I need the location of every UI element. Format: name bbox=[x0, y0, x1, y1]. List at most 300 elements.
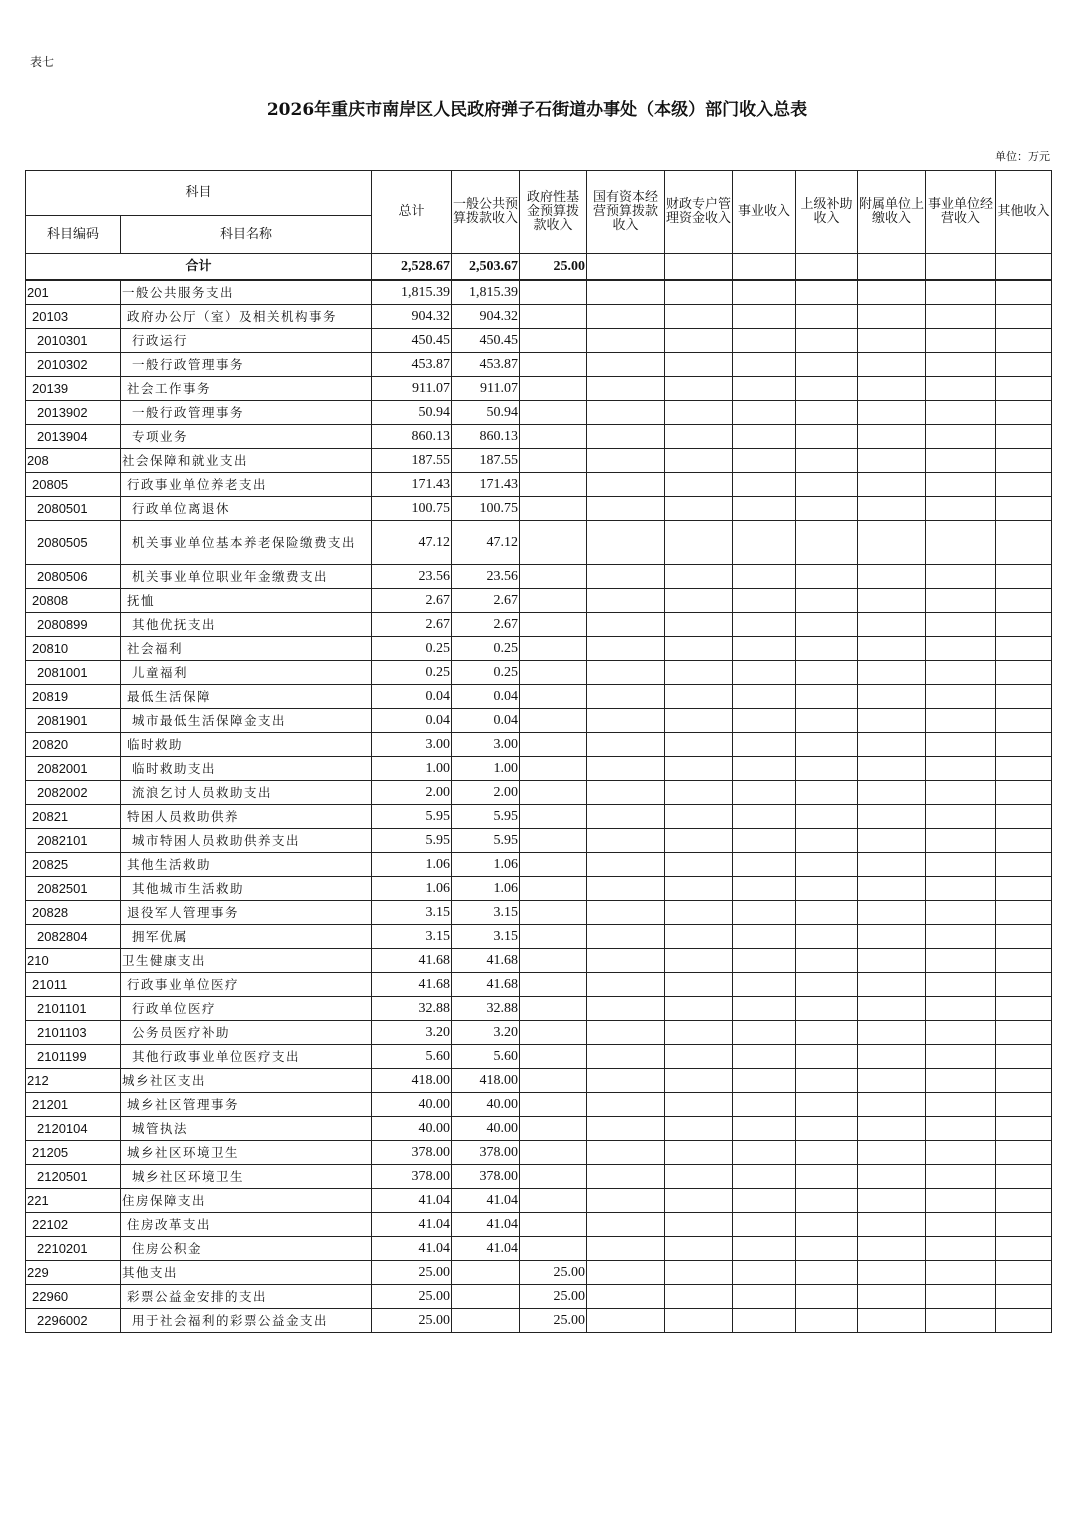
empty-cell bbox=[858, 949, 926, 973]
subject-name: 行政事业单位养老支出 bbox=[121, 473, 372, 497]
amount-cell bbox=[520, 637, 587, 661]
empty-cell bbox=[796, 1309, 858, 1333]
empty-cell bbox=[996, 1261, 1052, 1285]
empty-cell bbox=[996, 1165, 1052, 1189]
empty-cell bbox=[587, 329, 665, 353]
amount-cell bbox=[520, 1141, 587, 1165]
empty-cell bbox=[733, 1261, 796, 1285]
amount-cell: 5.95 bbox=[452, 829, 520, 853]
subject-code: 22102 bbox=[26, 1213, 121, 1237]
amount-cell: 25.00 bbox=[372, 1285, 452, 1309]
page-title: 2026年重庆市南岸区人民政府弹子石街道办事处（本级）部门收入总表 bbox=[266, 100, 808, 120]
empty-cell bbox=[926, 1117, 996, 1141]
amount-cell: 41.04 bbox=[452, 1213, 520, 1237]
empty-cell bbox=[796, 1069, 858, 1093]
empty-cell bbox=[796, 1189, 858, 1213]
header-col: 事业收入 bbox=[733, 171, 796, 254]
subject-code: 21205 bbox=[26, 1141, 121, 1165]
empty-cell bbox=[796, 521, 858, 565]
empty-cell bbox=[858, 1141, 926, 1165]
subject-code: 2080506 bbox=[26, 565, 121, 589]
subject-code: 22960 bbox=[26, 1285, 121, 1309]
table-row bbox=[26, 497, 1052, 521]
empty-cell bbox=[587, 877, 665, 901]
subject-code: 2101199 bbox=[26, 1045, 121, 1069]
table-row bbox=[26, 1045, 1052, 1069]
total-value: 25.00 bbox=[520, 254, 587, 281]
empty-cell bbox=[858, 1189, 926, 1213]
table-row bbox=[26, 329, 1052, 353]
empty-cell bbox=[858, 973, 926, 997]
empty-cell bbox=[796, 1165, 858, 1189]
amount-cell bbox=[520, 1165, 587, 1189]
empty-cell bbox=[733, 521, 796, 565]
empty-cell bbox=[587, 661, 665, 685]
empty-cell bbox=[996, 877, 1052, 901]
subject-code: 210 bbox=[26, 949, 121, 973]
empty-cell bbox=[733, 353, 796, 377]
amount-cell: 3.15 bbox=[372, 901, 452, 925]
empty-cell bbox=[996, 1309, 1052, 1333]
empty-cell bbox=[587, 757, 665, 781]
empty-cell bbox=[665, 757, 733, 781]
empty-cell bbox=[926, 305, 996, 329]
empty-cell bbox=[926, 1093, 996, 1117]
table-row bbox=[26, 997, 1052, 1021]
empty-cell bbox=[587, 305, 665, 329]
empty-cell bbox=[796, 449, 858, 473]
empty-cell bbox=[587, 425, 665, 449]
subject-code: 2080505 bbox=[26, 521, 121, 565]
table-row bbox=[26, 925, 1052, 949]
table-row bbox=[26, 877, 1052, 901]
empty-cell bbox=[996, 781, 1052, 805]
empty-cell bbox=[587, 1093, 665, 1117]
empty-cell bbox=[587, 1165, 665, 1189]
empty-cell bbox=[587, 781, 665, 805]
table-row bbox=[26, 853, 1052, 877]
empty-cell bbox=[733, 637, 796, 661]
subject-code: 2080899 bbox=[26, 613, 121, 637]
empty-cell bbox=[996, 497, 1052, 521]
empty-cell bbox=[587, 473, 665, 497]
subject-code: 20808 bbox=[26, 589, 121, 613]
empty-cell bbox=[996, 1117, 1052, 1141]
empty-cell bbox=[587, 1237, 665, 1261]
subject-name: 行政单位医疗 bbox=[121, 997, 372, 1021]
subject-code: 201 bbox=[26, 280, 121, 305]
header-col: 上级补助收入 bbox=[796, 171, 858, 254]
empty-cell bbox=[796, 853, 858, 877]
amount-cell bbox=[520, 589, 587, 613]
subject-name: 行政运行 bbox=[121, 329, 372, 353]
subject-name: 住房公积金 bbox=[121, 1237, 372, 1261]
empty-cell bbox=[665, 973, 733, 997]
unit-label: 单位：万元 bbox=[995, 150, 1050, 163]
amount-cell: 1.06 bbox=[452, 877, 520, 901]
empty-cell bbox=[926, 901, 996, 925]
empty-cell bbox=[926, 1021, 996, 1045]
empty-cell bbox=[733, 1309, 796, 1333]
subject-name: 其他支出 bbox=[121, 1261, 372, 1285]
empty-cell bbox=[858, 401, 926, 425]
empty-cell bbox=[665, 685, 733, 709]
empty-cell bbox=[665, 1045, 733, 1069]
empty-cell bbox=[996, 565, 1052, 589]
empty-cell bbox=[733, 497, 796, 521]
empty-cell bbox=[733, 305, 796, 329]
subject-code: 221 bbox=[26, 1189, 121, 1213]
empty-cell bbox=[996, 473, 1052, 497]
amount-cell bbox=[520, 829, 587, 853]
empty-cell bbox=[665, 925, 733, 949]
amount-cell: 23.56 bbox=[452, 565, 520, 589]
amount-cell: 1.06 bbox=[372, 877, 452, 901]
amount-cell: 40.00 bbox=[452, 1117, 520, 1141]
empty-cell bbox=[996, 637, 1052, 661]
header-col: 财政专户管理资金收入 bbox=[665, 171, 733, 254]
empty-cell bbox=[665, 1117, 733, 1141]
subject-code: 2101103 bbox=[26, 1021, 121, 1045]
empty-cell bbox=[796, 1213, 858, 1237]
amount-cell: 50.94 bbox=[372, 401, 452, 425]
subject-code: 20825 bbox=[26, 853, 121, 877]
empty-cell bbox=[858, 1309, 926, 1333]
empty-cell bbox=[996, 521, 1052, 565]
amount-cell: 453.87 bbox=[372, 353, 452, 377]
header-code: 科目编码 bbox=[26, 216, 121, 254]
subject-name: 一般行政管理事务 bbox=[121, 401, 372, 425]
empty-cell bbox=[796, 305, 858, 329]
total-value bbox=[796, 254, 858, 281]
empty-cell bbox=[926, 1309, 996, 1333]
amount-cell: 32.88 bbox=[372, 997, 452, 1021]
empty-cell bbox=[796, 613, 858, 637]
empty-cell bbox=[996, 949, 1052, 973]
subject-code: 20820 bbox=[26, 733, 121, 757]
empty-cell bbox=[996, 1141, 1052, 1165]
amount-cell: 5.60 bbox=[372, 1045, 452, 1069]
subject-name: 专项业务 bbox=[121, 425, 372, 449]
table-row bbox=[26, 377, 1052, 401]
empty-cell bbox=[796, 1141, 858, 1165]
table-row bbox=[26, 781, 1052, 805]
table-row bbox=[26, 1309, 1052, 1333]
empty-cell bbox=[926, 425, 996, 449]
amount-cell: 5.95 bbox=[372, 805, 452, 829]
empty-cell bbox=[926, 1165, 996, 1189]
empty-cell bbox=[665, 1309, 733, 1333]
subject-name: 城乡社区支出 bbox=[121, 1069, 372, 1093]
amount-cell: 904.32 bbox=[372, 305, 452, 329]
empty-cell bbox=[733, 329, 796, 353]
amount-cell: 41.04 bbox=[452, 1189, 520, 1213]
empty-cell bbox=[796, 1261, 858, 1285]
amount-cell bbox=[520, 521, 587, 565]
empty-cell bbox=[733, 661, 796, 685]
empty-cell bbox=[587, 1045, 665, 1069]
empty-cell bbox=[858, 685, 926, 709]
empty-cell bbox=[733, 925, 796, 949]
amount-cell: 1.06 bbox=[372, 853, 452, 877]
amount-cell bbox=[520, 781, 587, 805]
amount-cell: 1.00 bbox=[452, 757, 520, 781]
subject-name: 城乡社区管理事务 bbox=[121, 1093, 372, 1117]
amount-cell: 2.67 bbox=[372, 613, 452, 637]
empty-cell bbox=[733, 733, 796, 757]
subject-name: 最低生活保障 bbox=[121, 685, 372, 709]
amount-cell: 860.13 bbox=[452, 425, 520, 449]
total-value bbox=[858, 254, 926, 281]
empty-cell bbox=[996, 1069, 1052, 1093]
empty-cell bbox=[796, 329, 858, 353]
empty-cell bbox=[796, 877, 858, 901]
amount-cell: 25.00 bbox=[372, 1309, 452, 1333]
empty-cell bbox=[665, 901, 733, 925]
amount-cell: 5.60 bbox=[452, 1045, 520, 1069]
table-row bbox=[26, 1117, 1052, 1141]
empty-cell bbox=[665, 1261, 733, 1285]
empty-cell bbox=[926, 329, 996, 353]
empty-cell bbox=[858, 853, 926, 877]
empty-cell bbox=[665, 709, 733, 733]
empty-cell bbox=[858, 1285, 926, 1309]
amount-cell bbox=[520, 497, 587, 521]
empty-cell bbox=[587, 1285, 665, 1309]
amount-cell: 2.00 bbox=[372, 781, 452, 805]
empty-cell bbox=[733, 805, 796, 829]
amount-cell: 450.45 bbox=[452, 329, 520, 353]
empty-cell bbox=[587, 1309, 665, 1333]
subject-code: 2013904 bbox=[26, 425, 121, 449]
amount-cell: 0.04 bbox=[372, 685, 452, 709]
subject-name: 其他优抚支出 bbox=[121, 613, 372, 637]
amount-cell: 23.56 bbox=[372, 565, 452, 589]
empty-cell bbox=[665, 425, 733, 449]
empty-cell bbox=[996, 1213, 1052, 1237]
empty-cell bbox=[733, 1189, 796, 1213]
subject-name: 机关事业单位职业年金缴费支出 bbox=[121, 565, 372, 589]
empty-cell bbox=[796, 997, 858, 1021]
empty-cell bbox=[926, 829, 996, 853]
empty-cell bbox=[796, 925, 858, 949]
empty-cell bbox=[796, 280, 858, 305]
amount-cell: 50.94 bbox=[452, 401, 520, 425]
empty-cell bbox=[858, 805, 926, 829]
empty-cell bbox=[926, 685, 996, 709]
empty-cell bbox=[587, 1189, 665, 1213]
table-row bbox=[26, 1021, 1052, 1045]
subject-code: 2082101 bbox=[26, 829, 121, 853]
table-row bbox=[26, 1285, 1052, 1309]
empty-cell bbox=[665, 1021, 733, 1045]
header-col: 总计 bbox=[372, 171, 452, 254]
amount-cell: 3.00 bbox=[452, 733, 520, 757]
table-row bbox=[26, 1261, 1052, 1285]
empty-cell bbox=[796, 1117, 858, 1141]
subject-code: 2010302 bbox=[26, 353, 121, 377]
total-value bbox=[665, 254, 733, 281]
subject-name: 住房改革支出 bbox=[121, 1213, 372, 1237]
amount-cell: 3.00 bbox=[372, 733, 452, 757]
empty-cell bbox=[926, 997, 996, 1021]
subject-name: 政府办公厅（室）及相关机构事务 bbox=[121, 305, 372, 329]
empty-cell bbox=[996, 973, 1052, 997]
subject-code: 2210201 bbox=[26, 1237, 121, 1261]
amount-cell: 25.00 bbox=[372, 1261, 452, 1285]
empty-cell bbox=[665, 1237, 733, 1261]
total-value bbox=[996, 254, 1052, 281]
empty-cell bbox=[996, 685, 1052, 709]
empty-cell bbox=[996, 1093, 1052, 1117]
amount-cell bbox=[520, 733, 587, 757]
empty-cell bbox=[996, 589, 1052, 613]
empty-cell bbox=[587, 1021, 665, 1045]
empty-cell bbox=[796, 733, 858, 757]
subject-name: 城市特困人员救助供养支出 bbox=[121, 829, 372, 853]
empty-cell bbox=[733, 377, 796, 401]
table-row bbox=[26, 1069, 1052, 1093]
empty-cell bbox=[996, 757, 1052, 781]
amount-cell: 40.00 bbox=[372, 1117, 452, 1141]
subject-code: 212 bbox=[26, 1069, 121, 1093]
empty-cell bbox=[665, 497, 733, 521]
amount-cell bbox=[520, 661, 587, 685]
empty-cell bbox=[996, 1189, 1052, 1213]
empty-cell bbox=[796, 685, 858, 709]
empty-cell bbox=[733, 401, 796, 425]
amount-cell: 2.00 bbox=[452, 781, 520, 805]
empty-cell bbox=[858, 637, 926, 661]
empty-cell bbox=[858, 1045, 926, 1069]
subject-code: 2120501 bbox=[26, 1165, 121, 1189]
amount-cell bbox=[520, 401, 587, 425]
empty-cell bbox=[665, 1189, 733, 1213]
empty-cell bbox=[926, 1045, 996, 1069]
subject-code: 2082002 bbox=[26, 781, 121, 805]
header-col: 事业单位经营收入 bbox=[926, 171, 996, 254]
amount-cell bbox=[520, 997, 587, 1021]
empty-cell bbox=[926, 757, 996, 781]
amount-cell: 418.00 bbox=[452, 1069, 520, 1093]
empty-cell bbox=[665, 353, 733, 377]
empty-cell bbox=[796, 829, 858, 853]
empty-cell bbox=[733, 1237, 796, 1261]
amount-cell: 25.00 bbox=[520, 1309, 587, 1333]
empty-cell bbox=[665, 853, 733, 877]
subject-code: 2081901 bbox=[26, 709, 121, 733]
empty-cell bbox=[665, 733, 733, 757]
empty-cell bbox=[926, 1237, 996, 1261]
amount-cell: 41.68 bbox=[452, 973, 520, 997]
empty-cell bbox=[733, 781, 796, 805]
empty-cell bbox=[996, 829, 1052, 853]
table-row bbox=[26, 1237, 1052, 1261]
empty-cell bbox=[587, 449, 665, 473]
amount-cell: 378.00 bbox=[452, 1141, 520, 1165]
subject-code: 2081001 bbox=[26, 661, 121, 685]
empty-cell bbox=[858, 449, 926, 473]
empty-cell bbox=[926, 521, 996, 565]
subject-name: 退役军人管理事务 bbox=[121, 901, 372, 925]
empty-cell bbox=[665, 613, 733, 637]
total-value: 2,528.67 bbox=[372, 254, 452, 281]
empty-cell bbox=[665, 280, 733, 305]
amount-cell bbox=[520, 280, 587, 305]
empty-cell bbox=[926, 1213, 996, 1237]
empty-cell bbox=[796, 589, 858, 613]
empty-cell bbox=[665, 1213, 733, 1237]
empty-cell bbox=[733, 1093, 796, 1117]
amount-cell bbox=[520, 1237, 587, 1261]
empty-cell bbox=[926, 473, 996, 497]
amount-cell: 41.68 bbox=[372, 973, 452, 997]
empty-cell bbox=[858, 1237, 926, 1261]
empty-cell bbox=[926, 925, 996, 949]
empty-cell bbox=[587, 733, 665, 757]
empty-cell bbox=[587, 949, 665, 973]
amount-cell: 1,815.39 bbox=[452, 280, 520, 305]
amount-cell: 5.95 bbox=[452, 805, 520, 829]
subject-code: 20139 bbox=[26, 377, 121, 401]
table-row bbox=[26, 949, 1052, 973]
empty-cell bbox=[665, 449, 733, 473]
empty-cell bbox=[587, 613, 665, 637]
empty-cell bbox=[858, 329, 926, 353]
subject-name: 行政单位离退休 bbox=[121, 497, 372, 521]
empty-cell bbox=[858, 589, 926, 613]
empty-cell bbox=[587, 377, 665, 401]
empty-cell bbox=[858, 661, 926, 685]
empty-cell bbox=[796, 709, 858, 733]
empty-cell bbox=[587, 637, 665, 661]
table-row bbox=[26, 425, 1052, 449]
amount-cell: 41.68 bbox=[372, 949, 452, 973]
amount-cell bbox=[520, 1213, 587, 1237]
empty-cell bbox=[733, 1165, 796, 1189]
amount-cell bbox=[520, 1069, 587, 1093]
empty-cell bbox=[996, 449, 1052, 473]
empty-cell bbox=[796, 973, 858, 997]
empty-cell bbox=[858, 305, 926, 329]
empty-cell bbox=[665, 997, 733, 1021]
table-row bbox=[26, 353, 1052, 377]
empty-cell bbox=[665, 661, 733, 685]
amount-cell bbox=[452, 1261, 520, 1285]
empty-cell bbox=[733, 709, 796, 733]
amount-cell: 2.67 bbox=[452, 613, 520, 637]
empty-cell bbox=[587, 901, 665, 925]
empty-cell bbox=[926, 973, 996, 997]
empty-cell bbox=[665, 1165, 733, 1189]
empty-cell bbox=[796, 757, 858, 781]
empty-cell bbox=[733, 425, 796, 449]
amount-cell: 2.67 bbox=[372, 589, 452, 613]
subject-code: 2120104 bbox=[26, 1117, 121, 1141]
empty-cell bbox=[587, 1261, 665, 1285]
amount-cell: 2.67 bbox=[452, 589, 520, 613]
table-row bbox=[26, 829, 1052, 853]
total-label: 合计 bbox=[26, 254, 372, 281]
empty-cell bbox=[587, 280, 665, 305]
empty-cell bbox=[733, 280, 796, 305]
empty-cell bbox=[733, 997, 796, 1021]
amount-cell: 25.00 bbox=[520, 1285, 587, 1309]
total-value bbox=[587, 254, 665, 281]
amount-cell: 860.13 bbox=[372, 425, 452, 449]
empty-cell bbox=[996, 709, 1052, 733]
empty-cell bbox=[996, 377, 1052, 401]
